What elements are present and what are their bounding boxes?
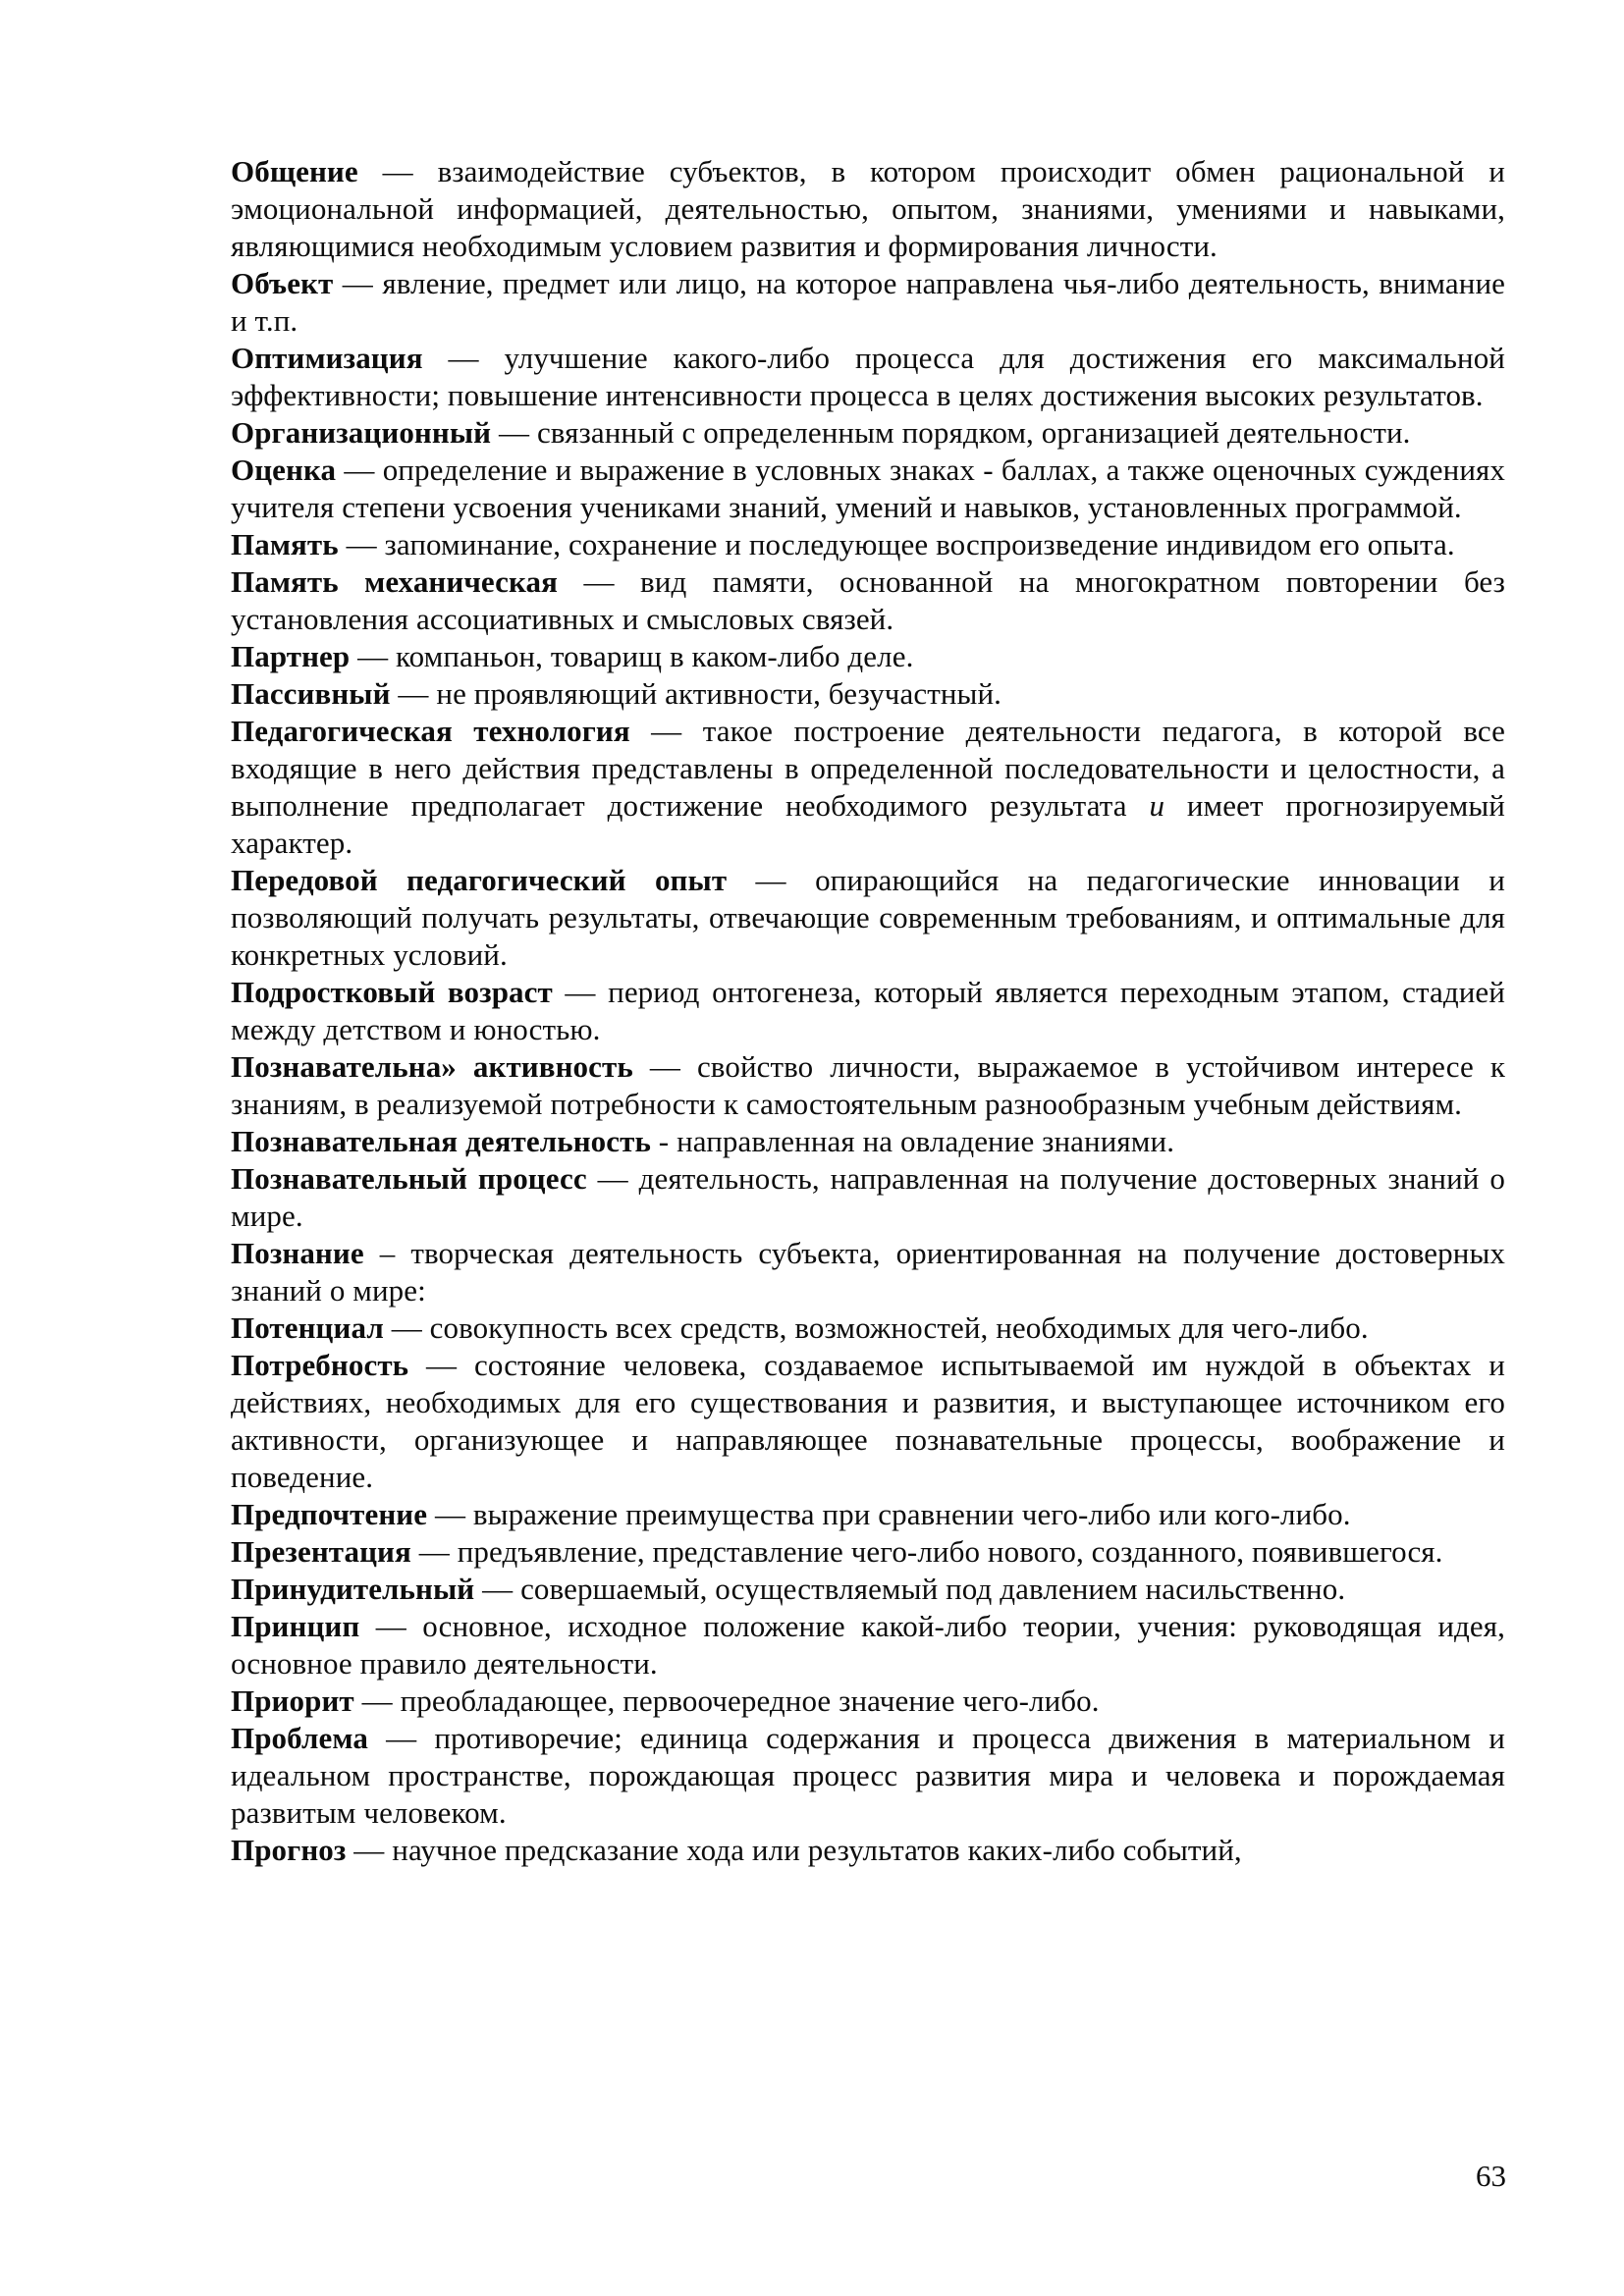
entry-separator: — <box>346 1833 393 1867</box>
entry-definition: компаньон, товарищ в каком-либо деле. <box>396 639 914 673</box>
glossary-entry <box>231 638 1505 675</box>
glossary-entry <box>231 1720 1505 1832</box>
entry-separator: — <box>586 1161 639 1196</box>
entry-separator: — <box>422 341 505 375</box>
entry-separator: — <box>408 1348 474 1382</box>
entry-term: Прогноз <box>231 1833 347 1867</box>
entry-term: Оптимизация <box>231 341 423 375</box>
entry-definition: противоречие; единица содержания и процесса движения в материальном и идеальном пространстве, порождающая процесс развития мира и человека и порождаемая развитым человеком. <box>231 1721 1505 1830</box>
entry-definition: взаимодействие субъектов, в котором происходит обмен рациональной и эмоциональной информацией, деятельностью, опытом, знаниями, умениями и навыками, являющимися необходимым условием развития и формирования личности. <box>231 154 1505 263</box>
entry-separator: — <box>427 1497 473 1531</box>
entry-separator: — <box>410 1534 458 1569</box>
entry-separator: — <box>632 1049 697 1084</box>
entry-term: Принцип <box>231 1609 360 1643</box>
entry-term: Объект <box>231 266 334 300</box>
glossary-entry <box>231 265 1505 340</box>
entry-separator: — <box>338 527 385 561</box>
glossary-entry <box>231 862 1505 974</box>
glossary-entry <box>231 526 1505 563</box>
entry-term: Пассивный <box>231 676 391 711</box>
entry-term: Память механическая <box>231 564 558 599</box>
glossary-entry <box>231 713 1505 862</box>
glossary-entry <box>231 1682 1505 1720</box>
entry-definition: определение и выражение в условных знаках - баллах, а также оценочных суждениях учителя степени усвоения учениками знаний, умений и навыков, установленных программой. <box>231 453 1505 524</box>
entry-term: Потенциал <box>231 1310 384 1345</box>
entry-definition: связанный с определенным порядком, организацией деятельности. <box>536 415 1411 450</box>
glossary-entry <box>231 153 1505 265</box>
glossary-entry <box>231 1347 1505 1496</box>
entry-term: Общение <box>231 154 358 188</box>
entry-separator: — <box>390 676 437 711</box>
entry-separator: — <box>629 714 703 748</box>
glossary-entry <box>231 340 1505 414</box>
glossary-entry <box>231 563 1505 638</box>
entry-definition: совершаемый, осуществляемый под давлением насильственно. <box>520 1572 1346 1606</box>
glossary-entry <box>231 1309 1505 1347</box>
glossary-entry <box>231 452 1505 526</box>
entry-term: Познавательная деятельность <box>231 1124 651 1158</box>
entry-term: Оценка <box>231 453 337 487</box>
entry-term: Проблема <box>231 1721 368 1755</box>
entry-separator: — <box>353 1683 401 1718</box>
glossary-entry <box>231 1123 1505 1160</box>
entry-term: Подростковый возраст <box>231 975 553 1009</box>
entry-term: Принудительный <box>231 1572 475 1606</box>
entry-definition: свойство личности, выражаемое в устойчивом интересе к знаниям, в реализуемой потребности к самостоятельным разнообразным учебным действиям. <box>231 1049 1505 1121</box>
entry-term: Партнер <box>231 639 351 673</box>
entry-separator: — <box>336 453 383 487</box>
entry-definition: основное, исходное положение какой-либо теории, учения: руководящая идея, основное правило деятельности. <box>231 1609 1505 1681</box>
entry-definition: запоминание, сохранение и последующее воспроизведение индивидом его опыта. <box>384 527 1455 561</box>
entry-separator: – <box>363 1236 411 1270</box>
glossary-entry <box>231 1832 1505 1869</box>
entry-definition: деятельность, направленная на получение достоверных знаний о мире. <box>231 1161 1505 1233</box>
entry-term: Организационный <box>231 415 492 450</box>
entry-definition: не проявляющий активности, безучастный. <box>436 676 1002 711</box>
entry-term: Познавательна» активность <box>231 1049 633 1084</box>
glossary-entry <box>231 1235 1505 1309</box>
glossary-entry <box>231 414 1505 452</box>
entry-term: Познание <box>231 1236 364 1270</box>
entry-definition: вид памяти, основанной на многократном повторении без установления ассоциативных и смысловых связей. <box>231 564 1505 636</box>
glossary-entry <box>231 675 1505 713</box>
entry-definition: выражение преимущества при сравнении чего-либо или кого-либо. <box>472 1497 1351 1531</box>
entry-separator: — <box>727 863 816 897</box>
entry-definition: направленная на овладение знаниями. <box>677 1124 1175 1158</box>
entry-separator: — <box>350 639 397 673</box>
entry-term: Передовой педагогический опыт <box>231 863 728 897</box>
glossary-entry <box>231 1533 1505 1571</box>
entry-definition: улучшение какого-либо процесса для достижения его максимальной эффективности; повышение интенсивности процесса в целях достижения высоких результатов. <box>231 341 1505 412</box>
entry-separator: — <box>357 154 438 188</box>
entry-term: Познавательный процесс <box>231 1161 587 1196</box>
entry-term: Предпочтение <box>231 1497 428 1531</box>
glossary-entry <box>231 1048 1505 1123</box>
glossary-entry <box>231 1496 1505 1533</box>
entry-separator: - <box>650 1124 677 1158</box>
entry-term: Презентация <box>231 1534 411 1569</box>
entry-separator: — <box>359 1609 423 1643</box>
entry-term: Педагогическая технология <box>231 714 630 748</box>
entry-definition: предъявление, представление чего-либо нового, созданного, появившегося. <box>457 1534 1443 1569</box>
entry-separator: — <box>333 266 383 300</box>
entry-separator: — <box>474 1572 521 1606</box>
entry-definition: период онтогенеза, который является переходным этапом, стадией между детством и юностью. <box>231 975 1505 1046</box>
page-number: 63 <box>1476 2159 1506 2193</box>
entry-definition: явление, предмет или лицо, на которое направлена чья-либо деятельность, внимание и т.п. <box>231 266 1505 338</box>
entry-separator: — <box>558 564 641 599</box>
entry-definition: состояние человека, создаваемое испытываемой им нуждой в объектах и действиях, необходимых для его существования и развития, и выступающее источником его активности, организующее и направляющее познавательные процессы, воображение и поведение. <box>231 1348 1505 1494</box>
glossary-entry <box>231 974 1505 1048</box>
entry-definition: преобладающее, первоочередное значение чего-либо. <box>400 1683 1100 1718</box>
entry-term: Потребность <box>231 1348 409 1382</box>
entry-separator: — <box>491 415 537 450</box>
glossary-entry <box>231 1608 1505 1682</box>
entry-separator: — <box>552 975 609 1009</box>
entry-definition: творческая деятельность субъекта, ориентированная на получение достоверных знаний о мире: <box>231 1236 1505 1308</box>
entry-term: Память <box>231 527 339 561</box>
entry-definition: научное предсказание хода или результатов каких-либо событий, <box>392 1833 1242 1867</box>
entry-separator: — <box>367 1721 435 1755</box>
glossary-text-block <box>231 153 1505 1869</box>
entry-definition: опирающийся на педагогические инновации и позволяющий получать результаты, отвечающие современным требованиям, и оптимальные для конкретных условий. <box>231 863 1505 972</box>
entry-separator: — <box>383 1310 430 1345</box>
entry-definition: совокупность всех средств, возможностей, необходимых для чего-либо. <box>429 1310 1369 1345</box>
entry-definition: такое построение деятельности педагога, в которой все входящие в него действия представлены в определенной последовательности и целостности, а выполнение предполагает достижение необходимого результата и имеет прогнозируемый характер. <box>231 714 1505 860</box>
glossary-entry <box>231 1160 1505 1235</box>
glossary-entry <box>231 1571 1505 1608</box>
entry-term: Приорит <box>231 1683 354 1718</box>
